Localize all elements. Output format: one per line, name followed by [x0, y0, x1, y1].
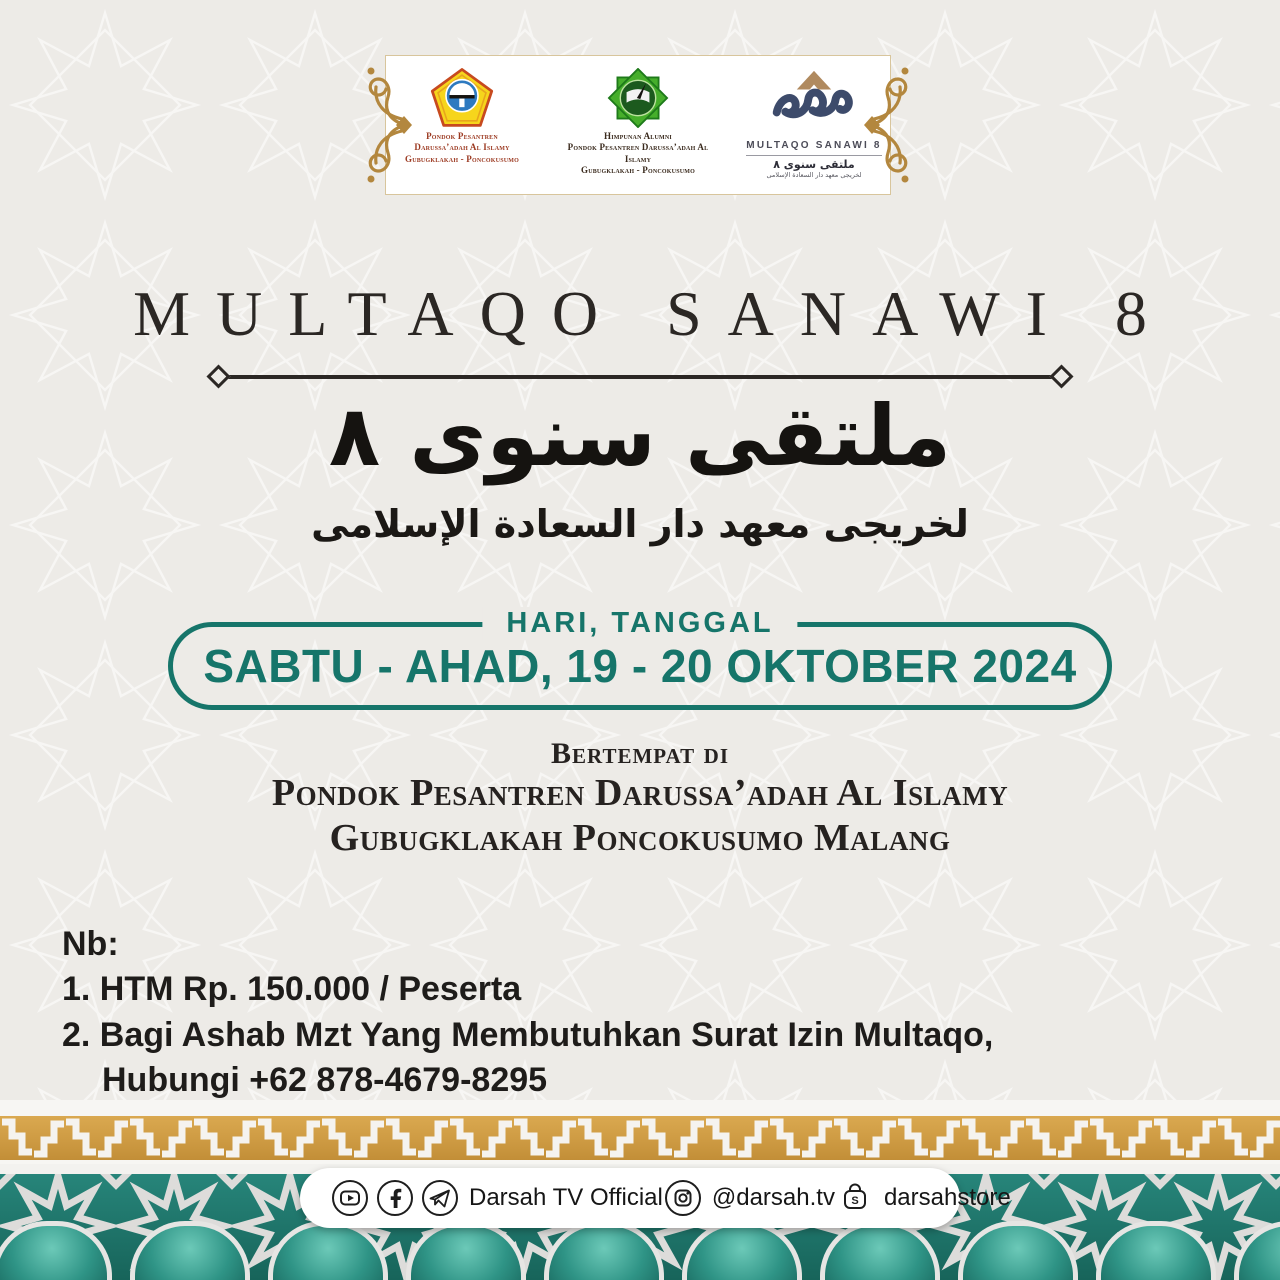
telegram-icon: [420, 1178, 460, 1218]
note-item: 2. Bagi Ashab Mzt Yang Membutuhkan Surat Izin Multaqo,: [62, 1015, 994, 1054]
logo-caption-line: Gubugklakah - Poncokusumo: [581, 164, 695, 175]
schedule-label: HARI, TANGGAL: [482, 607, 797, 640]
logo-caption-line: Darussa’adah Al Islamy: [414, 142, 510, 153]
dome-icon: [130, 1221, 250, 1280]
youtube-icon: [330, 1178, 370, 1218]
dome-icon: [820, 1221, 940, 1280]
header-logo-panel: [385, 55, 891, 195]
dome-icon: [268, 1221, 388, 1280]
shopping-bag-icon: [835, 1178, 875, 1218]
channel-label: Darsah TV Official: [469, 1184, 663, 1211]
venue-line1: Pondok Pesantren Darussa’adah Al Islamy: [271, 772, 1009, 814]
schedule-value: SABTU - AHAD, 19 - 20 OKTOBER 2024: [203, 640, 1077, 692]
title-divider: [210, 368, 1070, 385]
instagram-icon: [663, 1178, 703, 1218]
logo-caption-line: Himpunan Alumni: [604, 131, 672, 141]
logo-himpunan-alumni: [563, 68, 713, 176]
schedule-box: [168, 607, 1112, 710]
multaqo-logo-arabic-sub: لخريجى معهد دار السعادة الإسلامى: [766, 171, 862, 180]
social-media-bar: [300, 1168, 1011, 1228]
venue-intro: Bertempat di: [551, 737, 729, 770]
logo-caption-line: Gubugklakah - Poncokusumo: [405, 153, 519, 164]
notes-block: [62, 920, 993, 1102]
svg-text:S: S: [851, 1195, 859, 1207]
arabic-title: ملتقى سنوى ٨: [328, 387, 952, 485]
diamond-end-icon: [206, 364, 230, 388]
venue-line2: Gubugklakah Poncokusumo Malang: [329, 816, 951, 859]
channel-instagram: [663, 1178, 835, 1218]
multaqo-calligraphy-icon: [750, 68, 878, 134]
dome-icon: [958, 1221, 1078, 1280]
channel-label: darsahstore: [883, 1184, 1011, 1211]
diamond-end-icon: [1049, 364, 1073, 388]
dome-icon: [1096, 1221, 1216, 1280]
dome-icon: [682, 1221, 802, 1280]
channel-darsah-tv: [330, 1178, 663, 1218]
channel-label: @darsah.tv: [711, 1184, 835, 1211]
logo-caption-line: Pondok Pesantren: [426, 131, 498, 141]
teal-girih-band: [0, 1174, 1280, 1280]
dome-ornament-row: [0, 1221, 1280, 1280]
dome-icon: [406, 1221, 526, 1280]
bottom-bands: [0, 1100, 1280, 1280]
gold-flourish-left-icon: [358, 57, 414, 193]
facebook-icon: [375, 1178, 415, 1218]
channel-darsahstore: [835, 1178, 1011, 1218]
multaqo-logo-arabic: ملتقى سنوى ٨: [773, 157, 855, 171]
notes-heading: Nb:: [62, 925, 119, 963]
dome-icon: [1234, 1221, 1280, 1280]
venue-block: [0, 737, 1280, 861]
dome-icon: [0, 1221, 112, 1280]
logo-caption-line: Pondok Pesantren Darussa’adah Al Islamy: [567, 142, 709, 164]
pondok-pesantren-badge-icon: [430, 68, 494, 128]
note-item: 1. HTM Rp. 150.000 / Peserta: [62, 970, 522, 1009]
dome-icon: [544, 1221, 664, 1280]
gold-meander-band: [0, 1112, 1280, 1164]
multaqo-logo-caption: MULTAQO SANAWI 8: [746, 140, 881, 156]
page-title: MULTAQO SANAWI 8: [133, 278, 1173, 349]
note-item-continuation: Hubungi +62 878-4679-8295: [102, 1061, 548, 1100]
gold-flourish-right-icon: [862, 57, 918, 193]
arabic-subtitle: لخريجى معهد دار السعادة الإسلامى: [311, 502, 969, 546]
himpunan-alumni-badge-icon: [606, 68, 670, 128]
